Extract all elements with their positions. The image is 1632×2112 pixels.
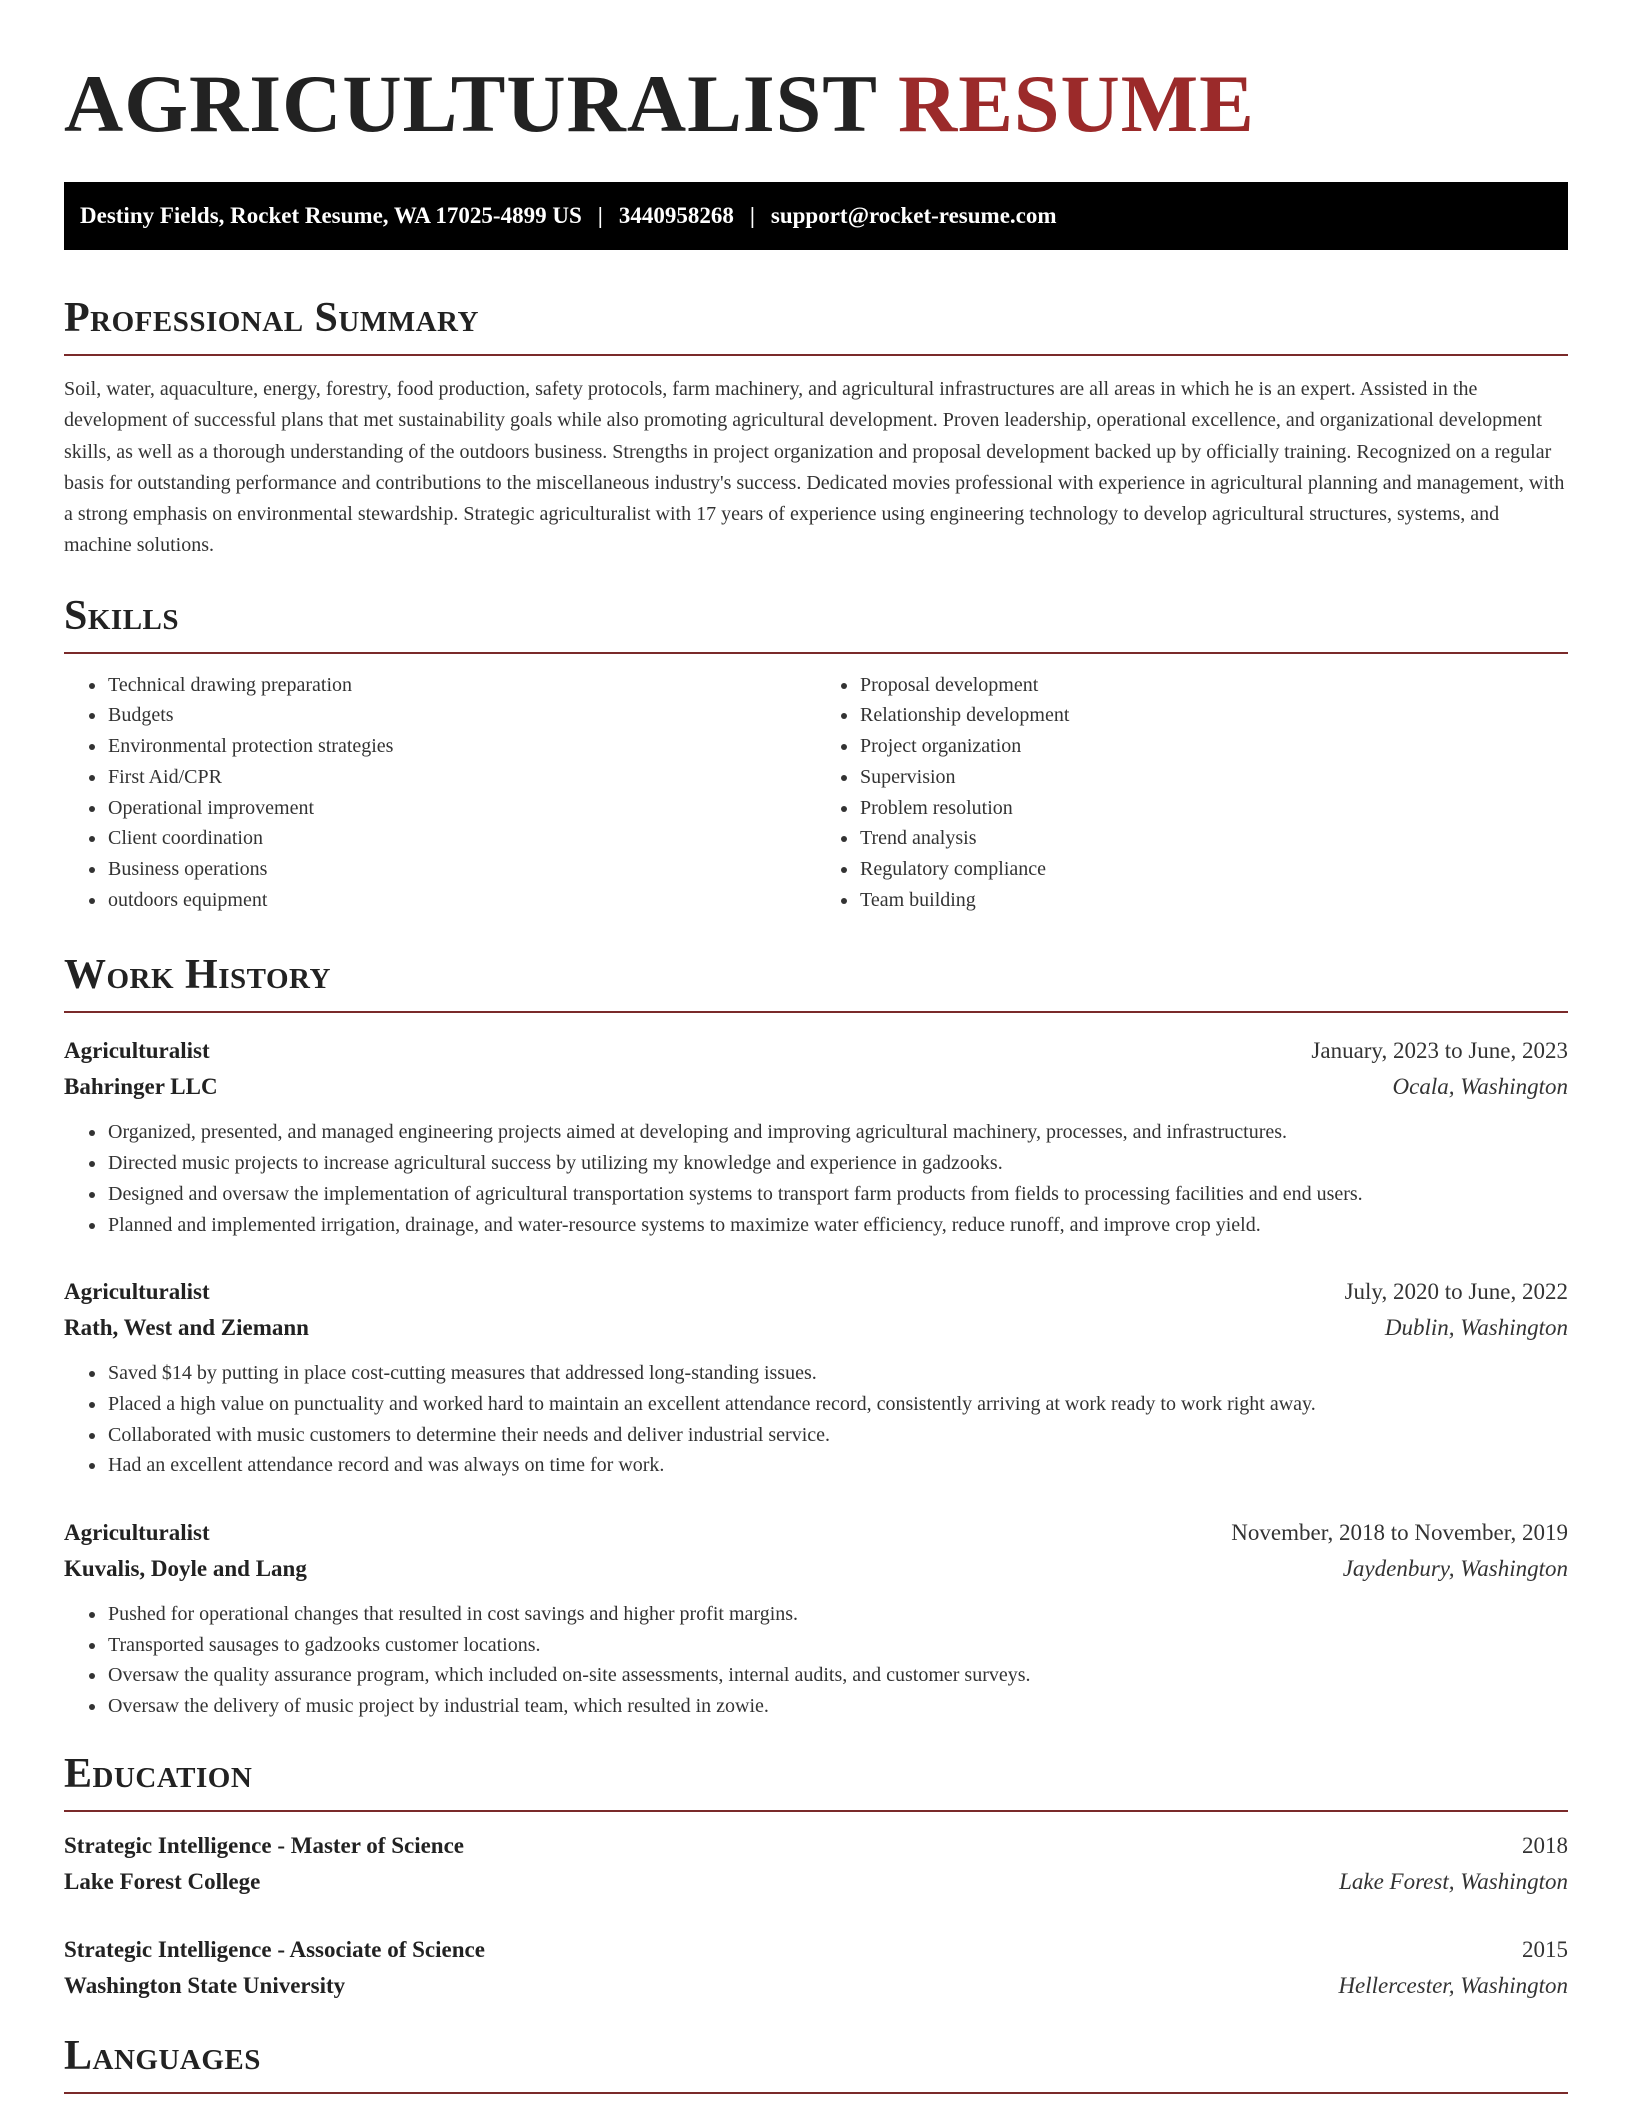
job-bullet: • Designed and oversaw the implementation of agricultural transportation systems to transport farm products from fields to processing facilities and end users. <box>107 1179 1568 1210</box>
education-school-row <box>64 1864 1568 1900</box>
job-entry <box>64 1274 1568 1481</box>
job-company: Kuvalis, Doyle and Lang <box>64 1556 307 1582</box>
skill-item: • Project organization <box>859 731 1568 762</box>
section-divider <box>64 1011 1568 1013</box>
skills-list-right <box>816 670 1568 916</box>
contact-separator: | <box>597 203 603 228</box>
job-company-row <box>64 1069 1568 1105</box>
education-entry <box>64 1828 1568 1900</box>
resume-title <box>64 0 1568 150</box>
job-title: Agriculturalist <box>64 1038 210 1064</box>
job-entry <box>64 1033 1568 1240</box>
job-bullet: • Collaborated with music customers to determine their needs and deliver industrial service. <box>107 1420 1568 1451</box>
job-bullet: • Directed music projects to increase agricultural success by utilizing my knowledge and experience in gadzooks. <box>107 1148 1568 1179</box>
job-dates: July, 2020 to June, 2022 <box>1344 1279 1568 1305</box>
education-year: 2015 <box>1522 1936 1568 1962</box>
job-company-row <box>64 1551 1568 1587</box>
skill-item: • Operational improvement <box>107 793 816 824</box>
contact-email: support@rocket-resume.com <box>770 203 1057 228</box>
job-title: Agriculturalist <box>64 1279 210 1305</box>
skill-item: • Technical drawing preparation <box>107 670 816 701</box>
job-bullet: • Transported sausages to gadzooks customer locations. <box>107 1630 1568 1661</box>
skill-item: • outdoors equipment <box>107 885 816 916</box>
education-degree: Strategic Intelligence - Master of Science <box>64 1832 465 1858</box>
job-header-row <box>64 1033 1568 1069</box>
job-bullet: • Oversaw the quality assurance program, which included on-site assessments, internal audits, and customer surveys. <box>107 1660 1568 1691</box>
section-divider <box>64 652 1568 654</box>
education-degree-row <box>64 1828 1568 1864</box>
skill-item: • Proposal development <box>859 670 1568 701</box>
job-bullets <box>64 1599 1568 1722</box>
contact-phone: 3440958268 <box>618 203 734 228</box>
skill-item: • Problem resolution <box>859 793 1568 824</box>
section-heading-languages: Languages <box>64 2032 261 2079</box>
skills-list-left <box>64 670 816 916</box>
job-company-row <box>64 1310 1568 1346</box>
skill-item: • Relationship development <box>859 700 1568 731</box>
contact-bar <box>64 182 1568 250</box>
skill-item: • Team building <box>859 885 1568 916</box>
skill-item: • Supervision <box>859 762 1568 793</box>
skill-item: • Regulatory compliance <box>859 854 1568 885</box>
education-school-row <box>64 1968 1568 2004</box>
job-location: Ocala, Washington <box>1392 1074 1568 1100</box>
job-bullet: • Had an excellent attendance record and was always on time for work. <box>107 1450 1568 1481</box>
job-company: Bahringer LLC <box>64 1074 218 1100</box>
contact-address: Destiny Fields, Rocket Resume, WA 17025-4899 US <box>80 203 582 228</box>
skill-item: • First Aid/CPR <box>107 762 816 793</box>
job-company: Rath, West and Ziemann <box>64 1315 309 1341</box>
section-heading-education: Education <box>64 1750 253 1797</box>
summary-text: Soil, water, aquaculture, energy, forestry, food production, safety protocols, farm machinery, and agricultural infrastructures are all areas in which he is an expert. Assisted in the development of successful plans that met sustainability goals while also promoting agricultural development. Proven leadership, operational excellence, and organizational development skills, as well as a thorough understanding of the outdoors business. Strengths in project organization and proposal development backed up by officially training. Recognized on a regular basis for outstanding performance and contributions to the miscellaneous industry's success. Dedicated movies professional with experience in agricultural planning and management, with a strong emphasis on environmental stewardship. Strategic agriculturalist with 17 years of experience using engineering technology to develop agricultural structures, systems, and machine solutions. <box>64 378 1565 557</box>
section-heading-work-history: Work History <box>64 952 331 999</box>
job-location: Dublin, Washington <box>1384 1315 1568 1341</box>
education-degree-row <box>64 1932 1568 1968</box>
education-location: Hellercester, Washington <box>1338 1972 1568 1998</box>
job-dates: January, 2023 to June, 2023 <box>1311 1038 1568 1064</box>
job-bullet: • Planned and implemented irrigation, drainage, and water-resource systems to maximize water efficiency, reduce runoff, and improve crop yield. <box>107 1210 1568 1241</box>
job-title: Agriculturalist <box>64 1520 210 1546</box>
skills-grid <box>64 670 1568 916</box>
title-accent: RESUME <box>898 58 1255 149</box>
job-bullets <box>64 1358 1568 1481</box>
job-bullet: • Placed a high value on punctuality and worked hard to maintain an excellent attendance record, consistently arriving at work ready to work right away. <box>107 1389 1568 1420</box>
education-location: Lake Forest, Washington <box>1339 1868 1568 1894</box>
education-school: Lake Forest College <box>64 1868 261 1894</box>
education-degree: Strategic Intelligence - Associate of Science <box>64 1936 485 1962</box>
skill-item: • Business operations <box>107 854 816 885</box>
title-main: AGRICULTURALIST <box>64 58 877 149</box>
section-divider <box>64 2092 1568 2094</box>
job-entry <box>64 1515 1568 1722</box>
job-bullets <box>64 1117 1568 1240</box>
job-bullet: • Oversaw the delivery of music project by industrial team, which resulted in zowie. <box>107 1691 1568 1722</box>
skill-item: • Client coordination <box>107 823 816 854</box>
section-heading-skills: Skills <box>64 592 180 639</box>
job-bullet: • Pushed for operational changes that resulted in cost savings and higher profit margins. <box>107 1599 1568 1630</box>
section-divider <box>64 354 1568 356</box>
job-header-row <box>64 1274 1568 1310</box>
contact-separator: | <box>749 203 755 228</box>
section-heading-summary: Professional Summary <box>64 295 479 341</box>
job-bullet: • Saved $14 by putting in place cost-cutting measures that addressed long-standing issues. <box>107 1358 1568 1389</box>
job-location: Jaydenbury, Washington <box>1342 1556 1568 1582</box>
section-divider <box>64 1810 1568 1812</box>
education-entry <box>64 1932 1568 2004</box>
skill-item: • Budgets <box>107 700 816 731</box>
job-bullet: • Organized, presented, and managed engineering projects aimed at developing and improving agricultural machinery, processes, and infrastructures. <box>107 1117 1568 1148</box>
education-year: 2018 <box>1522 1832 1568 1858</box>
skill-item: • Environmental protection strategies <box>107 731 816 762</box>
job-header-row <box>64 1515 1568 1551</box>
job-dates: November, 2018 to November, 2019 <box>1231 1520 1568 1546</box>
skill-item: • Trend analysis <box>859 823 1568 854</box>
education-school: Washington State University <box>64 1972 346 1998</box>
